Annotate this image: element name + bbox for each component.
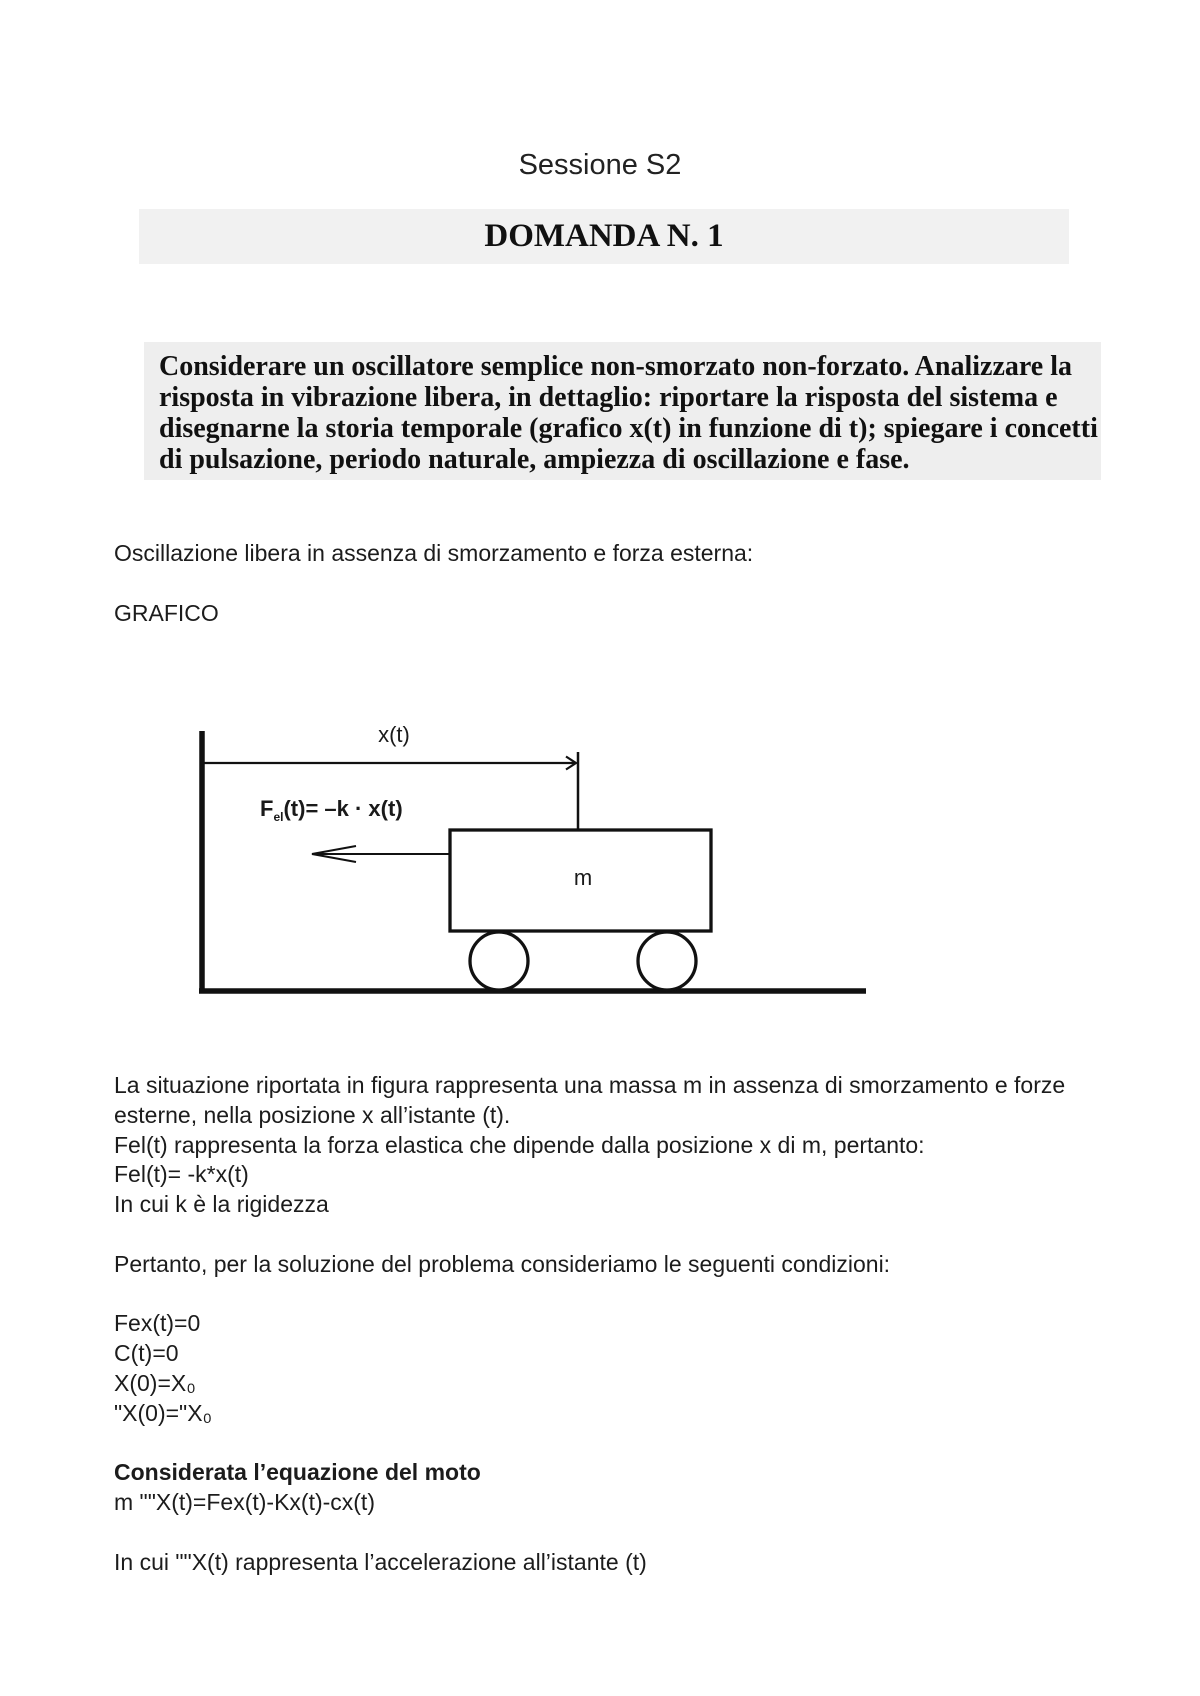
description-line: Fel(t) rappresenta la forza elastica che dipende dalla posizione x di m, pertanto: [114,1131,925,1158]
equation-heading: Considerata l’equazione del moto [114,1459,481,1486]
displacement-label: x(t) [378,722,410,747]
condition-line: "X(0)="X₀ [114,1399,213,1426]
question-line: risposta in vibrazione libera, in dettaglio: riportare la risposta del sistema e [159,382,1058,413]
wheel-left [470,932,528,990]
description-line: esterne, nella posizione x all’istante (t). [114,1101,511,1128]
blank-line [114,1518,1094,1548]
equation-note: In cui ""X(t) rappresenta l’accelerazione all’istante (t) [114,1548,647,1575]
description-line: Fel(t)= -k*x(t) [114,1161,249,1188]
wheel-right [638,932,696,990]
question-box [144,342,1101,480]
mass-label: m [573,865,593,890]
blank-line [114,1429,1094,1459]
question-line: di pulsazione, periodo naturale, ampiezza di oscillazione e fase. [159,444,910,475]
condition-line: X(0)=X₀ [114,1369,196,1396]
blank-line [114,1280,1094,1310]
elastic-force-label [260,796,403,824]
condition-line: Fex(t)=0 [114,1310,201,1337]
force-expression: (t)= –k · x(t) [283,796,403,821]
body-text [114,1071,1094,1578]
conditions-intro: Pertanto, per la soluzione del problema consideriamo le seguenti condizioni: [114,1250,891,1277]
condition-line: C(t)=0 [114,1340,179,1367]
description-line: La situazione riportata in figura rappresenta una massa m in assenza di smorzamento e forze [114,1072,1066,1098]
oscillator-figure [180,700,900,1010]
force-symbol: F [260,796,274,821]
graph-label: GRAFICO [114,600,219,626]
force-subscript: el [273,810,284,824]
description-line: In cui k è la rigidezza [114,1191,329,1218]
intro-line: Oscillazione libera in assenza di smorzamento e forza esterna: [114,540,754,566]
blank-line [114,1220,1094,1250]
question-heading-box [139,209,1069,264]
question-text [159,351,1098,475]
question-heading: DOMANDA N. 1 [484,218,724,254]
question-line: Considerare un oscillatore semplice non-smorzato non-forzato. Analizzare la [159,351,1072,382]
question-line: disegnarne la storia temporale (grafico x(t) in funzione di t); spiegare i concetti [159,413,1098,444]
equation-line: m ""X(t)=Fex(t)-Kx(t)-cx(t) [114,1489,375,1516]
session-title: Sessione S2 [518,149,682,181]
